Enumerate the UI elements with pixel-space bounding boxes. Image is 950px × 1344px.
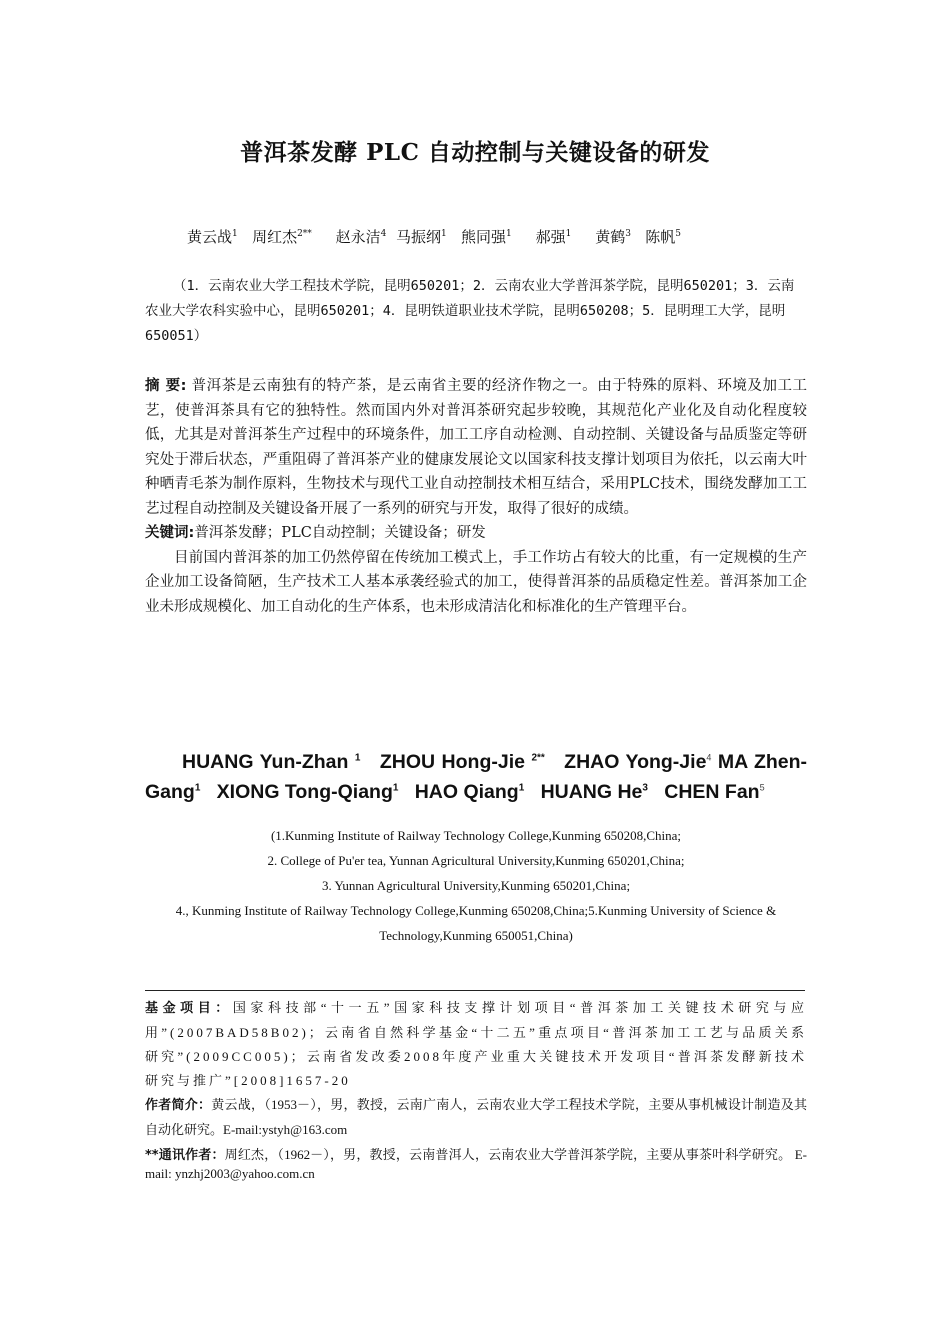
fund-footnote — [145, 996, 807, 1093]
author-en: CHEN Fan$^5$ — [664, 781, 765, 803]
author-cn: 黄云战$^1$ — [187, 228, 238, 246]
abstract-section — [145, 374, 807, 619]
abstract — [145, 374, 807, 521]
author-en: MA Zhen-Gang$^1$ — [145, 750, 808, 803]
footnotes — [145, 996, 807, 1183]
author-en: HUANG Yun-Zhan $^1$ — [182, 750, 361, 773]
affiliation-en-line: 3. Yunnan Agricultural University,Kunming 650201,China; — [321, 878, 631, 893]
author-cn: 陈帆$^5$ — [645, 228, 682, 246]
abstract-label: 摘 要: — [145, 378, 187, 394]
corresponding-author-footnote — [145, 1146, 807, 1183]
author-en: HAO Qiang$^1$ — [414, 781, 525, 803]
affiliation-en-line: (1.Kunming Institute of Railway Technology College,Kunming 650208,China; — [270, 828, 682, 843]
affiliations-cn: （1．云南农业大学工程技术学院，昆明650201；2．云南农业大学普洱茶学院，昆明650201；3．云南农业大学农科实验中心，昆明650201；4．昆明铁道职业技术学院，昆明650208；5．昆明理工大学，昆明650051） — [145, 278, 795, 344]
keywords-text: 普洱茶发酵；PLC自动控制；关键设备；研发 — [194, 525, 486, 541]
author-bio-label: 作者简介： — [145, 1098, 212, 1113]
intro-paragraph: 目前国内普洱茶的加工仍然停留在传统加工模式上，手工作坊占有较大的比重，有一定规模的生产企业加工设备简陋，生产技术工人基本承袭经验式的加工，使得普洱茶的品质稳定性差。普洱茶加工企业未形成规模化、加工自动化的生产体系，也未形成清洁化和标准化的生产管理平台。 — [145, 549, 807, 615]
keywords-label: 关键词: — [145, 525, 195, 541]
footnote-divider — [145, 990, 805, 991]
keywords — [145, 521, 807, 546]
affiliation-en-line: 4., Kunming Institute of Railway Technology College,Kunming 650208,China;5.Kunming University of Science & Technology,Kunming 650051,China) — [175, 903, 777, 943]
author-list-cn — [187, 226, 827, 247]
fund-label: 基金项目： — [145, 1001, 233, 1016]
abstract-text: 普洱茶是云南独有的特产茶，是云南省主要的经济作物之一。由于特殊的原料、环境及加工工艺，使普洱茶具有它的独特性。然而国内外对普洱茶研究起步较晚，其规范化产业化及自动化程度较低，尤其是对普洱茶生产过程中的环境条件，加工工序自动检测、自动控制、关键设备与品质鉴定等研究处于滞后状态，严重阻碍了普洱茶产业的健康发展论文以国家科技支撑计划项目为依托，以云南大叶种晒青毛茶为制作原料，生物技术与现代工业自动控制技术相互结合，采用PLC技术，围绕发酵加工工艺过程自动控制及关键设备开展了一系列的研究与开发，取得了很好的成绩。 — [145, 378, 807, 517]
author-cn: 黄鹤$^3$ — [595, 228, 631, 246]
affiliations-en — [145, 823, 807, 948]
author-bio-footnote — [145, 1093, 807, 1142]
corresponding-author-text: 周红杰，（1962－），男，教授，云南普洱人，云南农业大学普洱茶学院，主要从事茶叶科学研究。 E-mail: ynzhj2003@yahoo.com.cn — [145, 1147, 807, 1181]
author-en: ZHAO Yong-Jie$^4$ — [564, 750, 712, 773]
author-en: HUANG He$^3$ — [540, 781, 648, 803]
paper-title: 普洱茶发酵 PLC 自动控制与关键设备的研发 — [240, 139, 710, 166]
author-cn: 赵永洁$^4$ — [335, 228, 387, 246]
affiliation-en-line: 2. College of Pu'er tea, Yunnan Agricultural University,Kunming 650201,China; — [267, 853, 685, 868]
fund-text: 国家科技部“十一五”国家科技支撑计划项目“普洱茶加工关键技术研究与应用”(2007BAD58B02)；云南省自然科学基金“十二五”重点项目“普洱茶加工工艺与品质关系研究”(2009CC005)；云南省发改委2008年度产业重大关键技术开发项目“普洱茶发酵新技术研究与推广”[2008]1657-20 — [145, 1000, 807, 1088]
author-cn: 郝强$^1$ — [535, 228, 572, 246]
author-cn: 马振纲$^1$ — [395, 228, 447, 246]
author-cn: 熊同强$^1$ — [461, 228, 512, 246]
author-cn: 周红杰$^{2**}$ — [252, 228, 312, 246]
author-en: XIONG Tong-Qiang$^1$ — [216, 781, 399, 803]
corresponding-author-label: **通讯作者： — [145, 1148, 225, 1163]
author-bio-text: 黄云战，（1953－），男，教授，云南广南人，云南农业大学工程技术学院，主要从事机械设计制造及其自动化研究。E-mail:ystyh@163.com — [145, 1097, 807, 1137]
author-en: ZHOU Hong-Jie $^{2**}$ — [379, 750, 545, 773]
author-list-en — [145, 744, 807, 805]
